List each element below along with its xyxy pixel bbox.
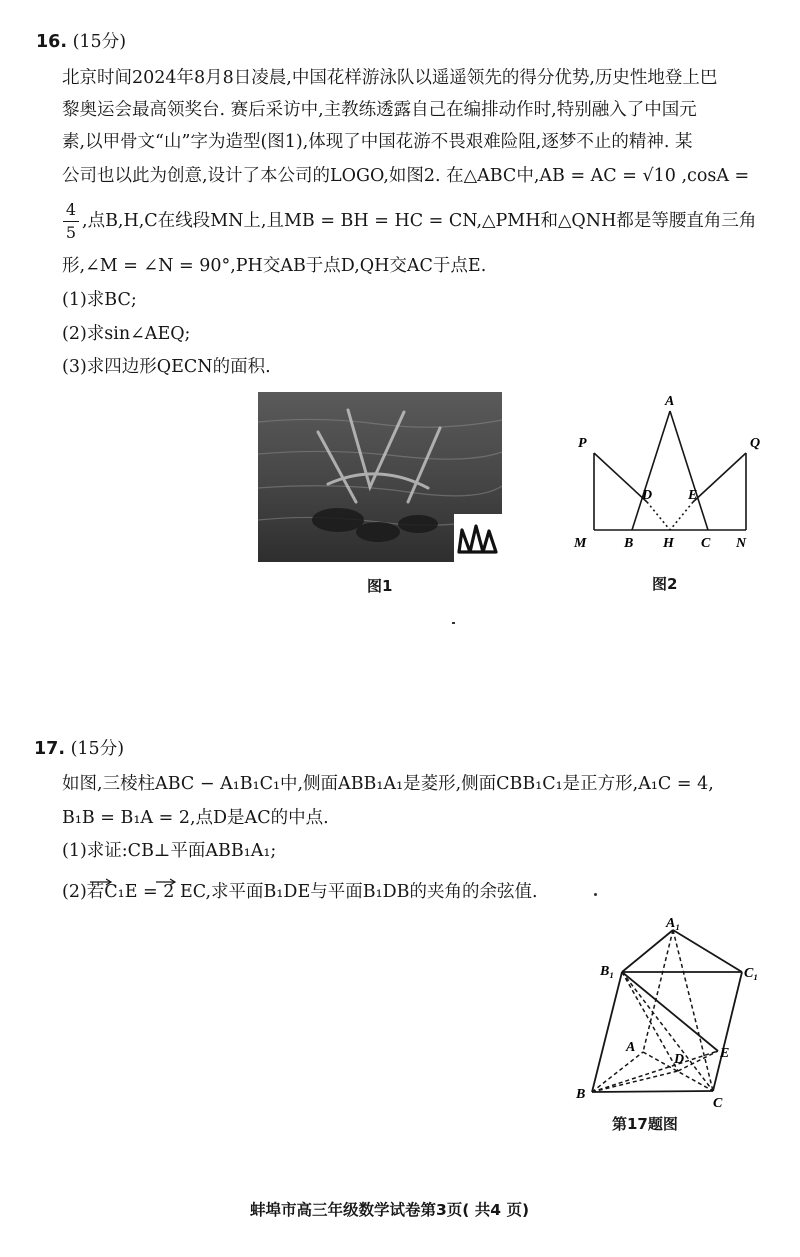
q17-part-2: (2)若C₁E = 2 EC,求平面B₁DE与平面B₁DB的夹角的余弦值. [62,882,538,902]
q17-line-1: 如图,三棱柱ABC − A₁B₁C₁中,侧面ABB₁A₁是菱形,侧面CBB₁C₁是正方形,A₁C = 4, [62,774,714,794]
label-C: C [701,536,711,551]
q17-part-1: (1)求证:CB⊥平面ABB₁A₁; [62,841,277,861]
figure-1-caption: 图1 [367,577,393,595]
label-B1: B₁ [600,964,615,979]
edge-B1B [592,972,622,1092]
label-M: M [574,536,587,551]
scan-speck [452,622,455,624]
label-D: D [642,488,653,503]
q17-header [34,741,124,759]
q17-line-2: B₁B = B₁A = 2,点D是AC的中点. [62,808,329,828]
q16-line-6: 形,∠M = ∠N = 90°,PH交AB于点D,QH交AC于点E. [62,256,487,276]
segment-PH [594,453,647,502]
figure-1-photo [258,392,502,562]
edge-B1E [622,972,718,1051]
edge-A1B1 [622,930,673,972]
segment-QH [693,453,746,502]
segment-AB [632,411,670,530]
label-Q: Q [750,436,761,451]
q16-line-4: 公司也以此为创意,设计了本公司的LOGO,如图2. 在△ABC中,AB = AC = √10 ,cosA = [62,166,750,186]
figure-17-diagram [570,915,760,1115]
page-footer: 蚌埠市高三年级数学试卷第3页( 共4 页) [250,1201,530,1219]
edge-BE [592,1051,718,1092]
edge-C1C [713,972,742,1091]
q16-part-1: (1)求BC; [62,290,137,310]
q16-number: 16. [36,32,68,52]
figure-2-diagram [570,385,770,555]
edge-BC [592,1091,713,1092]
label-N: N [736,536,747,551]
label-B: B [576,1087,586,1102]
label-A1: A₁ [666,916,681,931]
label-D: D [674,1052,685,1067]
fraction-bar [63,221,79,222]
q16-part-3: (3)求四边形QECN的面积. [62,357,271,377]
q16-score: (15分) [72,32,127,52]
q17-score: (15分) [70,739,125,759]
mountain-glyph-panel [454,514,502,562]
mountain-glyph-icon [454,514,502,562]
q17-number: 17. [34,739,66,759]
label-C: C [713,1096,723,1111]
label-A: A [626,1040,636,1055]
figure-2-caption: 图2 [652,575,678,593]
label-P: P [578,436,587,451]
segment-DH-dotted [647,502,670,530]
q16-line-2: 黎奥运会最高领奖台. 赛后采访中,主教练透露自己在编排动作时,特别融入了中国元 [62,100,697,120]
label-E: E [720,1046,730,1061]
label-E: E [688,488,698,503]
fraction-numerator: 4 [65,200,77,219]
scan-dot [594,893,597,896]
q16-header [36,34,126,52]
label-B: B [624,536,634,551]
segment-EH-dotted [670,502,693,530]
q16-line-5: ,点B,H,C在线段MN上,且MB = BH = HC = CN,△PMH和△QNH都是等腰直角三角 [82,211,757,231]
label-C1: C₁ [744,966,759,981]
segment-AC [670,411,708,530]
fraction-denominator: 5 [65,223,77,242]
q16-part-2: (2)求sin∠AEQ; [62,324,191,344]
label-H: H [663,536,674,551]
q16-line-1: 北京时间2024年8月8日凌晨,中国花样游泳队以遥遥领先的得分优势,历史性地登上巴 [62,68,718,88]
vector-arrows [82,876,192,888]
edge-A1C1 [673,930,742,972]
label-A: A [665,394,675,409]
q16-line-3: 素,以甲骨文“山”字为造型(图1),体现了中国花游不畏艰难险阻,逐梦不止的精神. 某 [62,132,693,152]
figure-17-caption: 第17题图 [612,1115,678,1133]
